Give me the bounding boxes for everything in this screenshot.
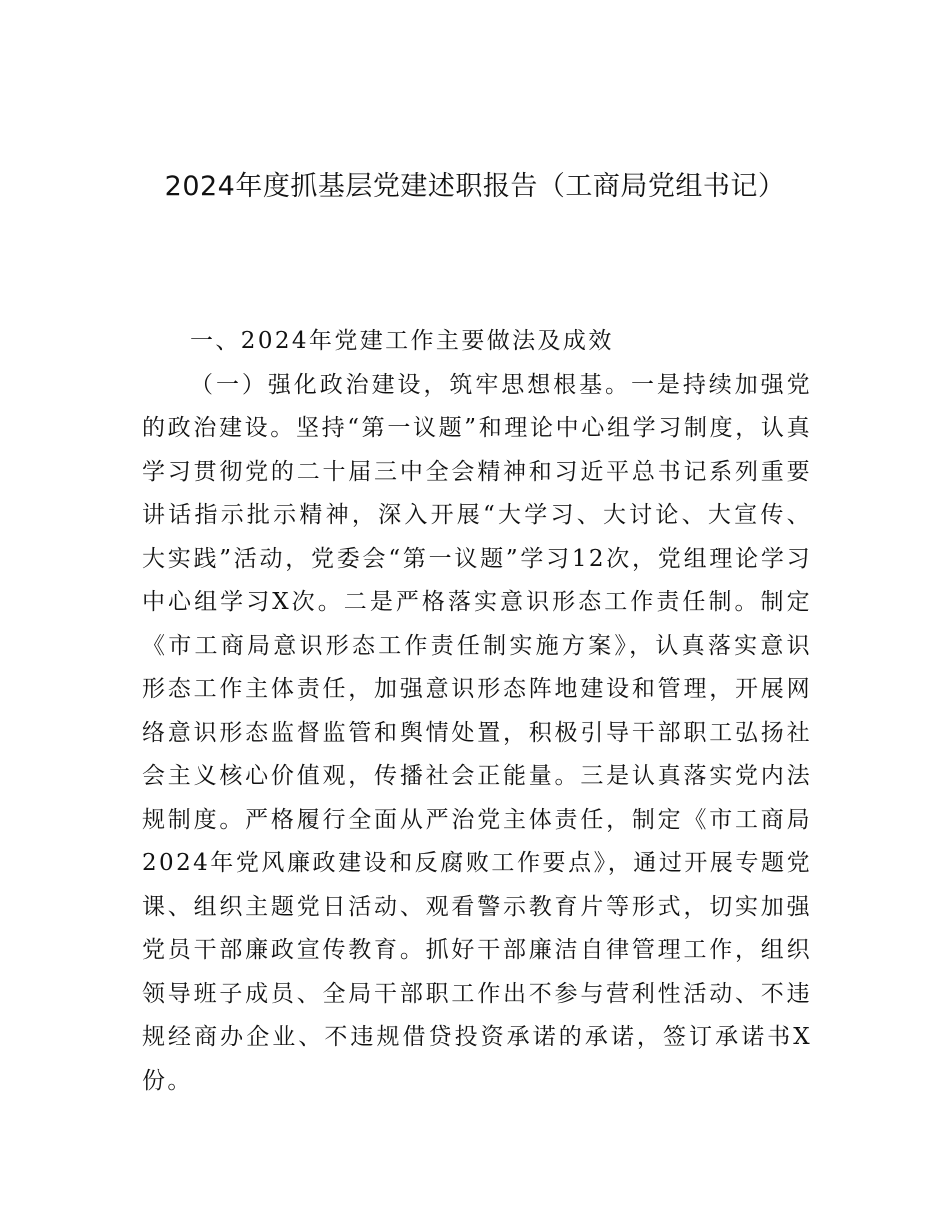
document-body [142,320,812,1103]
document-title: 2024年度抓基层党建述职报告（工商局党组书记） [164,171,786,202]
body-paragraph: （一）强化政治建设，筑牢思想根基。一是持续加强党的政治建设。坚持“第一议题”和理论中心组学习制度，认真学习贯彻党的二十届三中全会精神和习近平总书记系列重要讲话指示批示精神，深入开展“大学习、大讨论、大宣传、大实践”活动，党委会“第一议题”学习12次，党组理论学习中心组学习X次。二是严格落实意识形态工作责任制。制定《市工商局意识形态工作责任制实施方案》，认真落实意识形态工作主体责任，加强意识形态阵地建设和管理，开展网络意识形态监督监管和舆情处置，积极引导干部职工弘扬社会主义核心价值观，传播社会正能量。三是认真落实党内法规制度。严格履行全面从严治党主体责任，制定《市工商局2024年党风廉政建设和反腐败工作要点》，通过开展专题党课、组织主题党日活动、观看警示教育片等形式，切实加强党员干部廉政宣传教育。抓好干部廉洁自律管理工作，组织领导班子成员、全局干部职工作出不参与营利性活动、不违规经商办企业、不违规借贷投资承诺的承诺，签订承诺书X份。 [142,371,812,1094]
section-heading: 一、2024年党建工作主要做法及成效 [190,328,614,354]
